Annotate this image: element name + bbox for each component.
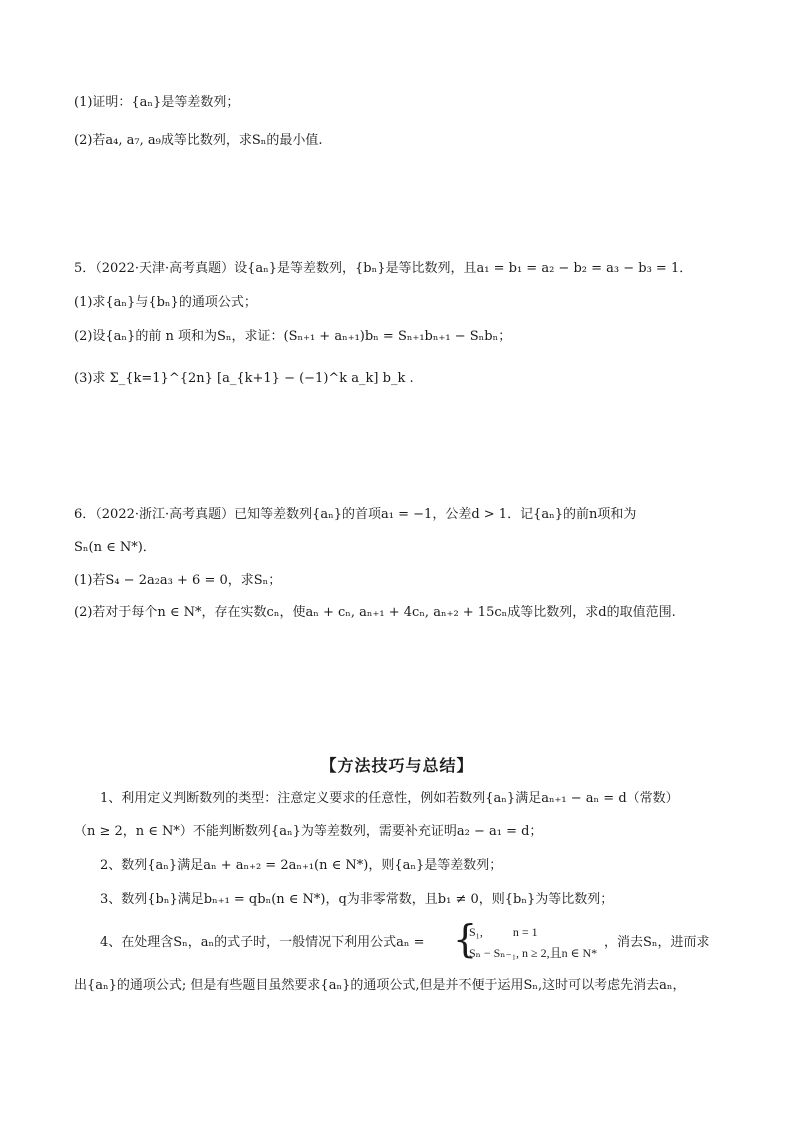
p5-line-2: (1)求{aₙ}与{bₙ}的通项公式； <box>74 295 257 310</box>
p5-line-1: 5．（2022·天津·高考真题）设{aₙ}是等差数列，{bₙ}是等比数列，且a₁ = b₁ = a₂ − b₂ = a₃ − b₃ = 1． <box>74 261 693 276</box>
summary-item-1-line-2: （n ≥ 2，n ∈ N*）不能判断数列{aₙ}为等差数列，需要补充证明a₂ − a₁ = d； <box>74 824 543 839</box>
piecewise-case-2: Sₙ − Sₙ₋₁, n ≥ 2,且n ∈ N* <box>469 946 598 960</box>
p4-line-1: (1)证明：{aₙ}是等差数列； <box>74 95 240 110</box>
p6-line-2: Sₙ(n ∈ N*)． <box>74 540 156 555</box>
summary-item-4-line-2: 出{aₙ}的通项公式; 但是有些题目虽然要求{aₙ}的通项公式,但是并不便于运用Sₙ,这时可以考虑先消去aₙ， <box>74 978 686 993</box>
p5-line-3: (2)设{aₙ}的前 n 项和为Sₙ，求证：(Sₙ₊₁ + aₙ₊₁)bₙ = Sₙ₊₁bₙ₊₁ − Sₙbₙ； <box>74 329 512 344</box>
p6-line-3: (1)若S₄ − 2a₂a₃ + 6 = 0，求Sₙ； <box>74 573 282 588</box>
piecewise-case-1: S₁, n = 1 <box>469 925 538 939</box>
summary-item-2: 2、数列{aₙ}满足aₙ + aₙ₊₂ = 2aₙ₊₁(n ∈ N*)，则{aₙ}是等差数列； <box>100 858 503 873</box>
p5-line-4: (3)求 Σ_{k=1}^{2n} [a_{k+1} − (−1)^k a_k] b_k . <box>74 371 414 386</box>
summary-item-4-line-1-tail: ，消去Sₙ，进而求 <box>604 935 710 950</box>
piecewise-formula <box>453 917 603 965</box>
summary-item-1-line-1: 1、利用定义判断数列的类型：注意定义要求的任意性，例如若数列{aₙ}满足aₙ₊₁ − aₙ = d（常数） <box>100 791 679 806</box>
p6-line-1: 6．（2022·浙江·高考真题）已知等差数列{aₙ}的首项a₁ = −1，公差d > 1．记{aₙ}的前n项和为 <box>74 507 637 522</box>
summary-heading: 【方法技巧与总结】 <box>320 756 474 775</box>
summary-item-4-line-1: 4、在处理含Sₙ，aₙ的式子时，一般情况下利用公式aₙ = <box>100 935 425 950</box>
p6-line-4: (2)若对于每个n ∈ N*，存在实数cₙ，使aₙ + cₙ, aₙ₊₁ + 4cₙ, aₙ₊₂ + 15cₙ成等比数列，求d的取值范围. <box>74 605 676 620</box>
p4-line-2: (2)若a₄, a₇, a₉成等比数列，求Sₙ的最小值. <box>74 133 323 148</box>
brace-icon: { <box>453 917 478 961</box>
summary-item-3: 3、数列{bₙ}满足bₙ₊₁ = qbₙ(n ∈ N*)，q为非零常数，且b₁ ≠ 0，则{bₙ}为等比数列； <box>100 892 614 907</box>
